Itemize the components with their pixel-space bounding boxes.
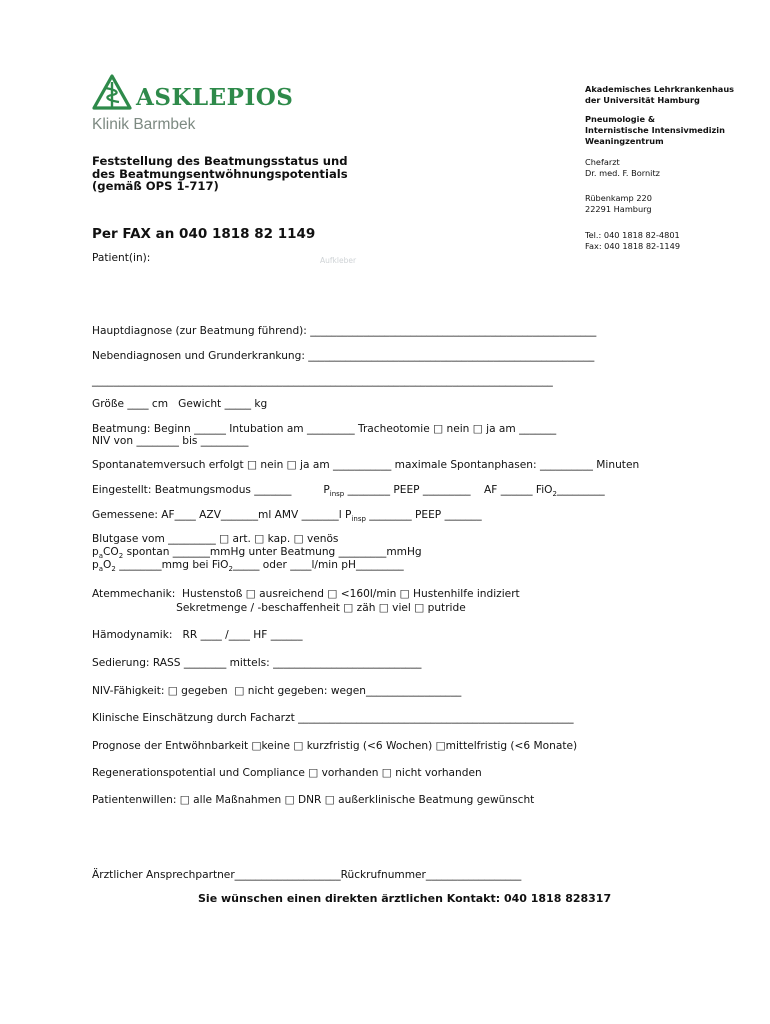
gemessene-pinsp-subscript: insp xyxy=(351,515,366,524)
field-eingestellt[interactable] xyxy=(92,484,605,501)
institution-block xyxy=(585,84,734,106)
paco2-p: p xyxy=(92,546,99,558)
pao2-tail: _____ oder ____l/min pH_________ xyxy=(232,559,404,571)
field-beatmung-beginn[interactable]: Beatmung: Beginn ______ Intubation am _________ Tracheotomie □ nein □ ja am _______ xyxy=(92,423,557,435)
field-niv-von[interactable]: NIV von ________ bis _________ xyxy=(92,435,249,447)
department-line-1: Pneumologie & xyxy=(585,114,656,124)
field-klinische-einschaetzung[interactable]: Klinische Einschätzung durch Facharzt ____________________________________________________ xyxy=(92,712,574,724)
field-haemodynamik[interactable]: Hämodynamik: RR ____ /____ HF ______ xyxy=(92,629,303,641)
patient-label: Patient(in): xyxy=(92,252,151,264)
address-line-1: Rübenkamp 220 xyxy=(585,193,652,203)
sticker-placeholder: Aufkleber xyxy=(320,256,357,265)
fax-number-line: Fax: 040 1818 82-1149 xyxy=(585,241,681,251)
logo-wordmark: ASKLEPIOS xyxy=(136,84,294,111)
address-block xyxy=(585,193,652,215)
institution-line-1: Akademisches Lehrkrankenhaus xyxy=(585,84,735,94)
field-blank-line[interactable]: _______________________________________________________________________________________ xyxy=(92,375,553,387)
field-ansprechpartner[interactable]: Ärztlicher Ansprechpartner____________________Rückrufnummer__________________ xyxy=(92,869,522,881)
fio2-blank: _________ xyxy=(556,484,605,496)
field-nebendiagnosen[interactable]: Nebendiagnosen und Grunderkrankung: ______________________________________________________ xyxy=(92,350,595,362)
field-hauptdiagnose[interactable]: Hauptdiagnose (zur Beatmung führend): ______________________________________________________ xyxy=(92,325,597,337)
field-atemmechanik[interactable]: Atemmechanik: Hustenstoß □ ausreichend □ <160l/min □ Hustenhilfe indiziert xyxy=(92,588,520,600)
contact-block xyxy=(585,230,680,252)
pao2-o: O xyxy=(103,559,112,571)
document-title xyxy=(92,155,348,193)
title-line-1: Feststellung des Beatmungsstatus und xyxy=(92,154,348,168)
field-gemessene[interactable] xyxy=(92,509,482,526)
pao2-sub-a: a xyxy=(98,565,104,574)
fio2-subscript: 2 xyxy=(552,490,557,499)
logo-subtitle: Klinik Barmbek xyxy=(92,116,196,133)
eingestellt-rest: ________ PEEP _________ AF ______ FiO xyxy=(344,484,553,496)
footer-contact: Sie wünschen einen direkten ärztlichen Kontakt: 040 1818 828317 xyxy=(198,892,612,905)
fax-instruction: Per FAX an 040 1818 82 1149 xyxy=(92,226,316,242)
pao2-fio2-sub: 2 xyxy=(228,565,233,574)
field-blutgase[interactable]: Blutgase vom _________ □ art. □ kap. □ venös xyxy=(92,533,339,545)
pinsp-subscript: insp xyxy=(329,490,345,499)
chief-line-2: Dr. med. F. Bornitz xyxy=(585,168,660,178)
field-niv-faehigkeit[interactable]: NIV-Fähigkeit: □ gegeben □ nicht gegeben: wegen__________________ xyxy=(92,685,462,697)
department-block xyxy=(585,114,725,147)
institution-line-2: der Universität Hamburg xyxy=(585,95,700,105)
paco2-sub-a: a xyxy=(98,552,104,561)
eingestellt-label: Eingestellt: Beatmungsmodus _______ xyxy=(92,484,292,496)
chief-block xyxy=(585,157,660,179)
pao2-rest: ________mmg bei FiO xyxy=(115,559,229,571)
address-line-2: 22291 Hamburg xyxy=(585,204,652,214)
paco2-co: CO xyxy=(103,546,119,558)
department-line-2: Internistische Intensivmedizin xyxy=(585,125,725,135)
paco2-rest: spontan _______mmHg unter Beatmung _________mmHg xyxy=(123,546,422,558)
gemessene-label: Gemessene: AF____ AZV_______ml AMV _______l P xyxy=(92,509,352,521)
department-line-3: Weaningzentrum xyxy=(585,136,664,146)
field-prognose[interactable]: Prognose der Entwöhnbarkeit □keine □ kurzfristig (<6 Wochen) □mittelfristig (<6 Monate) xyxy=(92,740,578,752)
chief-line-1: Chefarzt xyxy=(585,157,620,167)
pao2-p: p xyxy=(92,559,99,571)
title-line-3: (gemäß OPS 1-717) xyxy=(92,179,219,193)
title-line-2: des Beatmungsentwöhnungspotentials xyxy=(92,166,348,181)
pao2-sub-2: 2 xyxy=(111,565,116,574)
field-pao2[interactable] xyxy=(92,559,404,576)
field-regeneration[interactable]: Regenerationspotential und Compliance □ vorhanden □ nicht vorhanden xyxy=(92,767,482,779)
paco2-sub-2: 2 xyxy=(118,552,124,561)
pinsp-label: P xyxy=(323,484,330,496)
gemessene-peep: ________ PEEP _______ xyxy=(365,509,482,521)
field-spontanatemversuch[interactable]: Spontanatemversuch erfolgt □ nein □ ja am ___________ maximale Spontanphasen: __________ Minuten xyxy=(92,459,640,471)
field-sedierung[interactable]: Sedierung: RASS ________ mittels: ____________________________ xyxy=(92,657,422,669)
field-sekretmenge[interactable]: Sekretmenge / -beschaffenheit □ zäh □ viel □ putride xyxy=(92,602,466,614)
field-groesse-gewicht[interactable]: Größe ____ cm Gewicht _____ kg xyxy=(92,398,268,410)
field-patientenwillen[interactable]: Patientenwillen: □ alle Maßnahmen □ DNR □ außerklinische Beatmung gewünscht xyxy=(92,794,535,806)
phone-line: Tel.: 040 1818 82-4801 xyxy=(585,230,680,240)
asklepios-logo-icon xyxy=(92,74,132,112)
